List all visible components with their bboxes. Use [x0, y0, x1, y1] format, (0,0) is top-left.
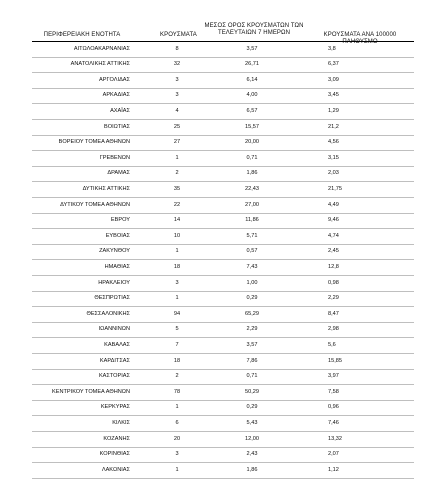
header-avg-line1: ΜΕΣΟΣ ΟΡΟΣ ΚΡΟΥΣΜΑΤΩΝ ΤΩΝ	[204, 23, 304, 29]
table-row	[0, 228, 422, 244]
per100k-cell: 7,46	[328, 419, 339, 426]
region-cell: ΚΙΛΚΙΣ	[112, 419, 130, 426]
region-cell: ΚΑΒΑΛΑΣ	[104, 341, 130, 348]
region-cell: ΘΕΣΣΑΛΟΝΙΚΗΣ	[86, 310, 130, 317]
per100k-cell: 3,15	[328, 154, 339, 161]
region-cell: ΚΟΡΙΝΘΙΑΣ	[99, 451, 130, 458]
cases-cell: 20	[173, 435, 181, 442]
avg-cell: 5,71	[246, 232, 258, 239]
avg-cell: 6,14	[246, 76, 258, 83]
avg-cell: 20,00	[245, 139, 259, 146]
per100k-cell: 5,6	[328, 341, 336, 348]
cases-cell: 8	[175, 45, 179, 52]
per100k-cell: 2,45	[328, 248, 339, 255]
table-row	[0, 197, 422, 213]
avg-cell: 3,57	[246, 341, 258, 348]
header-avg-line2: ΤΕΛΕΥΤΑΙΩΝ 7 ΗΜΕΡΩΝ	[217, 30, 291, 36]
avg-cell: 15,57	[245, 123, 259, 130]
header-avg-7days	[204, 23, 304, 37]
per100k-cell: 15,85	[328, 357, 342, 364]
table-row	[0, 337, 422, 353]
cases-cell: 5	[175, 326, 179, 333]
avg-cell: 11,86	[245, 217, 259, 224]
avg-cell: 7,86	[246, 357, 258, 364]
avg-cell: 22,43	[245, 185, 259, 192]
cases-cell: 7	[175, 341, 179, 348]
cases-cell: 10	[173, 232, 181, 239]
table-row	[0, 150, 422, 166]
region-cell: ΚΑΣΤΟΡΙΑΣ	[98, 373, 130, 380]
table-row	[0, 259, 422, 275]
region-cell: ΘΕΣΠΡΩΤΙΑΣ	[94, 295, 130, 302]
cases-cell: 2	[175, 373, 179, 380]
avg-cell: 1,86	[246, 466, 258, 473]
region-cell: ΕΒΡΟΥ	[110, 217, 130, 224]
region-cell: ΗΜΑΘΙΑΣ	[104, 263, 130, 270]
cases-cell: 1	[175, 295, 179, 302]
per100k-cell: 7,58	[328, 388, 339, 395]
table-row	[0, 57, 422, 73]
per100k-cell: 4,49	[328, 201, 339, 208]
region-cell: ΚΑΡΔΙΤΣΑΣ	[99, 357, 130, 364]
region-cell: ΔΥΤΙΚΟΥ ΤΟΜΕΑ ΑΘΗΝΩΝ	[60, 201, 130, 208]
cases-cell: 3	[175, 92, 179, 99]
cases-cell: 94	[173, 310, 181, 317]
table-row	[0, 306, 422, 322]
header-region: ΠΕΡΙΦΕΡΕΙΑΚΗ ΕΝΟΤΗΤΑ	[43, 32, 121, 38]
per100k-cell: 12,8	[328, 263, 339, 270]
region-cell: ΚΕΝΤΡΙΚΟΥ ΤΟΜΕΑ ΑΘΗΝΩΝ	[51, 388, 130, 395]
cases-cell: 18	[173, 357, 181, 364]
table-row	[0, 72, 422, 88]
region-cell: ΑΧΑΪΑΣ	[110, 107, 130, 114]
per100k-cell: 4,74	[328, 232, 339, 239]
table-row	[0, 291, 422, 307]
region-cell: ΓΡΕΒΕΝΩΝ	[99, 154, 130, 161]
cases-cell: 6	[175, 419, 179, 426]
cases-cell: 27	[173, 139, 181, 146]
region-cell: ΚΕΡΚΥΡΑΣ	[100, 404, 130, 411]
table-row	[0, 400, 422, 416]
avg-cell: 0,71	[246, 154, 258, 161]
cases-cell: 1	[175, 404, 179, 411]
per100k-cell: 2,03	[328, 170, 339, 177]
region-cell: ΒΟΙΩΤΙΑΣ	[104, 123, 130, 130]
avg-cell: 4,00	[246, 92, 258, 99]
cases-cell: 32	[173, 61, 181, 68]
per100k-cell: 13,32	[328, 435, 342, 442]
avg-cell: 50,29	[245, 388, 259, 395]
per100k-cell: 2,07	[328, 451, 339, 458]
per100k-cell: 3,97	[328, 373, 339, 380]
per100k-cell: 6,37	[328, 61, 339, 68]
avg-cell: 1,00	[246, 279, 258, 286]
avg-cell: 12,00	[245, 435, 259, 442]
region-cell: ΑΡΓΟΛΙΔΑΣ	[98, 76, 130, 83]
per100k-cell: 4,56	[328, 139, 339, 146]
avg-cell: 1,86	[246, 170, 258, 177]
per100k-cell: 0,96	[328, 404, 339, 411]
table-row	[0, 415, 422, 431]
avg-cell: 0,29	[246, 404, 258, 411]
cases-cell: 14	[173, 217, 181, 224]
avg-cell: 7,43	[246, 263, 258, 270]
per100k-cell: 1,12	[328, 466, 339, 473]
region-cell: ΑΡΚΑΔΙΑΣ	[102, 92, 130, 99]
region-cell: ΚΟΖΑΝΗΣ	[103, 435, 130, 442]
avg-cell: 2,43	[246, 451, 258, 458]
table-row	[0, 353, 422, 369]
table-row	[0, 322, 422, 338]
cases-cell: 2	[175, 170, 179, 177]
region-cell: ΗΡΑΚΛΕΙΟΥ	[98, 279, 130, 286]
cases-cell: 3	[175, 279, 179, 286]
per100k-cell: 2,98	[328, 326, 339, 333]
per100k-cell: 3,8	[328, 45, 336, 52]
table-row	[0, 462, 422, 478]
table-row	[0, 384, 422, 400]
table-row	[0, 41, 422, 57]
table-row	[0, 103, 422, 119]
region-cell: ΕΥΒΟΙΑΣ	[105, 232, 130, 239]
cases-cell: 3	[175, 76, 179, 83]
cases-cell: 18	[173, 263, 181, 270]
avg-cell: 6,57	[246, 107, 258, 114]
per100k-cell: 2,29	[328, 295, 339, 302]
region-cell: ΑΙΤΩΛΟΑΚΑΡΝΑΝΙΑΣ	[73, 45, 130, 52]
per100k-cell: 9,46	[328, 217, 339, 224]
region-cell: ΒΟΡΕΙΟΥ ΤΟΜΕΑ ΑΘΗΝΩΝ	[58, 139, 130, 146]
region-cell: ΑΝΑΤΟΛΙΚΗΣ ΑΤΤΙΚΗΣ	[70, 61, 130, 68]
per100k-cell: 0,98	[328, 279, 339, 286]
cases-cell: 3	[175, 451, 179, 458]
cases-cell: 4	[175, 107, 179, 114]
avg-cell: 0,71	[246, 373, 258, 380]
table-row	[0, 119, 422, 135]
region-cell: ΖΑΚΥΝΘΟΥ	[99, 248, 130, 255]
table-row	[0, 369, 422, 385]
cases-cell: 1	[175, 248, 179, 255]
table-row	[0, 447, 422, 463]
per100k-cell: 3,09	[328, 76, 339, 83]
table-row	[0, 213, 422, 229]
avg-cell: 26,71	[245, 61, 259, 68]
header-per-100k: ΚΡΟΥΣΜΑΤΑ ΑΝΑ 100000 ΠΛΗΘΥΣΜΟ	[323, 32, 397, 45]
region-cell: ΛΑΚΩΝΙΑΣ	[101, 466, 130, 473]
cases-cell: 35	[173, 185, 181, 192]
region-cell: ΙΩΑΝΝΙΝΩΝ	[98, 326, 130, 333]
cases-cell: 22	[173, 201, 181, 208]
per100k-cell: 21,2	[328, 123, 339, 130]
avg-cell: 0,29	[246, 295, 258, 302]
avg-cell: 2,29	[246, 326, 258, 333]
table-row	[0, 275, 422, 291]
avg-cell: 65,29	[245, 310, 259, 317]
avg-cell: 3,57	[246, 45, 258, 52]
table-row	[0, 431, 422, 447]
table-row	[0, 181, 422, 197]
table-row	[0, 88, 422, 104]
table-row	[0, 244, 422, 260]
avg-cell: 27,00	[245, 201, 259, 208]
per100k-cell: 3,45	[328, 92, 339, 99]
cases-cell: 25	[173, 123, 181, 130]
region-cell: ΔΡΑΜΑΣ	[107, 170, 130, 177]
cases-cell: 1	[175, 154, 179, 161]
region-cell: ΔΥΤΙΚΗΣ ΑΤΤΙΚΗΣ	[82, 185, 130, 192]
avg-cell: 5,43	[246, 419, 258, 426]
per100k-cell: 8,47	[328, 310, 339, 317]
table-row	[0, 135, 422, 151]
table-row	[0, 166, 422, 182]
cases-cell: 1	[175, 466, 179, 473]
per100k-cell: 1,29	[328, 107, 339, 114]
cases-cell: 78	[173, 388, 181, 395]
header-cases: ΚΡΟΥΣΜΑΤΑ	[160, 32, 197, 38]
avg-cell: 0,57	[246, 248, 258, 255]
per100k-cell: 21,75	[328, 185, 342, 192]
